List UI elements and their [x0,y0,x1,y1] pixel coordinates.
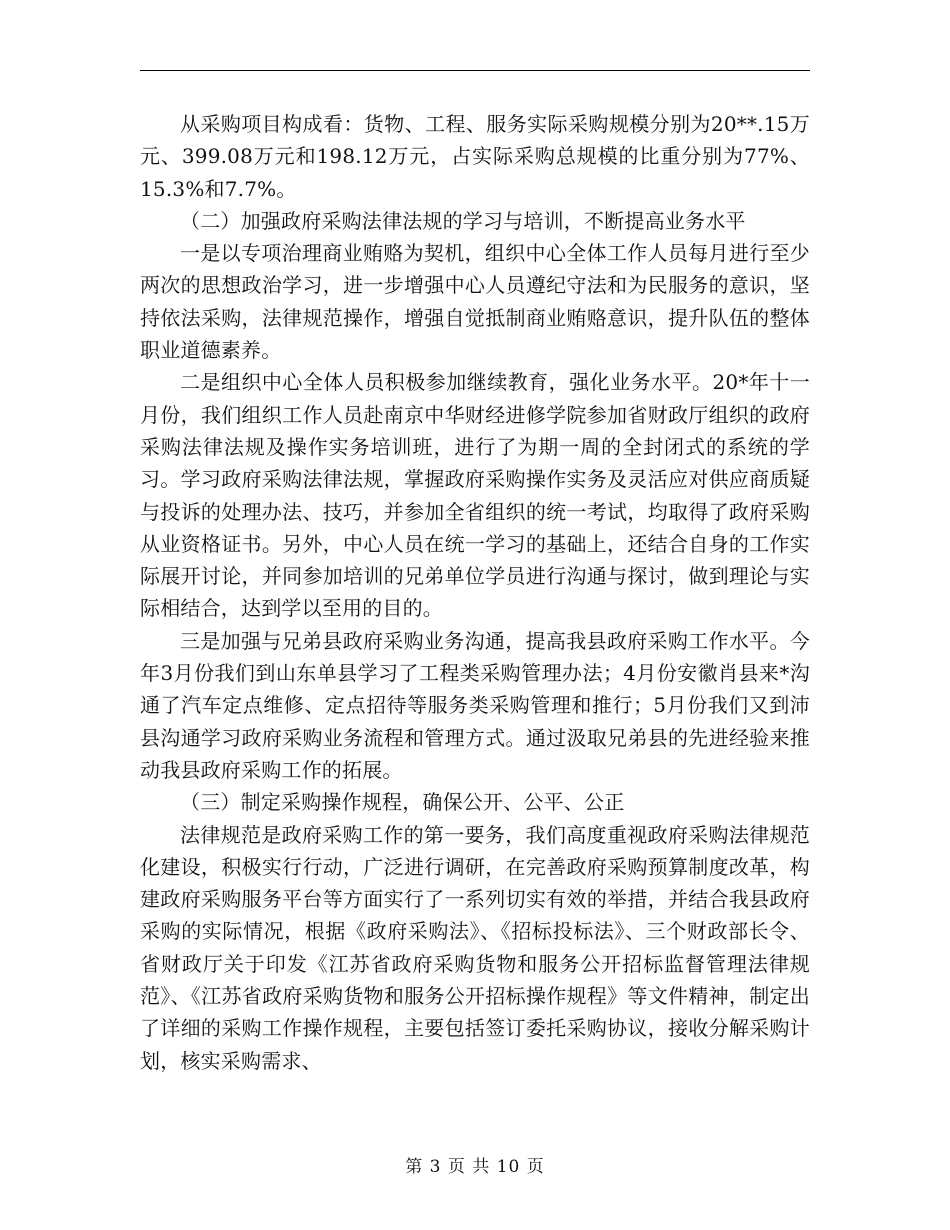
document-body [140,108,810,1077]
paragraph-item-2: 二是组织中心全体人员积极参加继续教育，强化业务水平。20*年十一月份，我们组织工作人员赴南京中华财经进修学院参加省财政厅组织的政府采购法律法规及操作实务培训班，进行了为期一周的全封闭式的系统的学习。学习政府采购法律法规，掌握政府采购操作实务及灵活应对供应商质疑与投诉的处理办法、技巧，并参加全省组织的统一考试，均取得了政府采购从业资格证书。另外，中心人员在统一学习的基础上，还结合自身的工作实际展开讨论，并同参加培训的兄弟单位学员进行沟通与探讨，做到理论与实际相结合，达到学以至用的目的。 [140,370,810,621]
section-heading-3: （三）制定采购操作规程，确保公开、公平、公正 [180,790,625,815]
paragraph-procurement-composition: 从采购项目构成看：货物、工程、服务实际采购规模分别为20**.15万元、399.08万元和198.12万元，占实际采购总规模的比重分别为77%、15.3%和7.7%。 [140,112,810,201]
header-rule [140,70,810,71]
paragraph-item-1: 一是以专项治理商业贿赂为契机，组织中心全体工作人员每月进行至少两次的思想政治学习，进一步增强中心人员遵纪守法和为民服务的意识，坚持依法采购，法律规范操作，增强自觉抵制商业贿赂意识，提升队伍的整体职业道德素养。 [140,241,810,363]
paragraph-item-3: 三是加强与兄弟县政府采购业务沟通，提高我县政府采购工作水平。今年3月份我们到山东单县学习了工程类采购管理办法；4月份安徽肖县来*沟通了汽车定点维修、定点招待等服务类采购管理和推行；5月份我们又到沛县沟通学习政府采购业务流程和管理方式。通过汲取兄弟县的先进经验来推动我县政府采购工作的拓展。 [140,628,810,782]
page-footer: 第 3 页 共 10 页 [405,1157,545,1177]
paragraph-legal-norms: 法律规范是政府采购工作的第一要务，我们高度重视政府采购法律规范化建设，积极实行行动，广泛进行调研，在完善政府采购预算制度改革，构建政府采购服务平台等方面实行了一系列切实有效的举措，并结合我县政府采购的实际情况，根据《政府采购法》、《招标投标法》、三个财政部长令、省财政厅关于印发《江苏省政府采购货物和服务公开招标监督管理法律规范》、《江苏省政府采购货物和服务公开招标操作规程》等文件精神，制定出了详细的采购工作操作规程，主要包括签订委托采购协议，接收分解采购计划，核实采购需求、 [140,822,810,1073]
section-heading-2: （二）加强政府采购法律法规的学习与培训，不断提高业务水平 [180,208,746,233]
